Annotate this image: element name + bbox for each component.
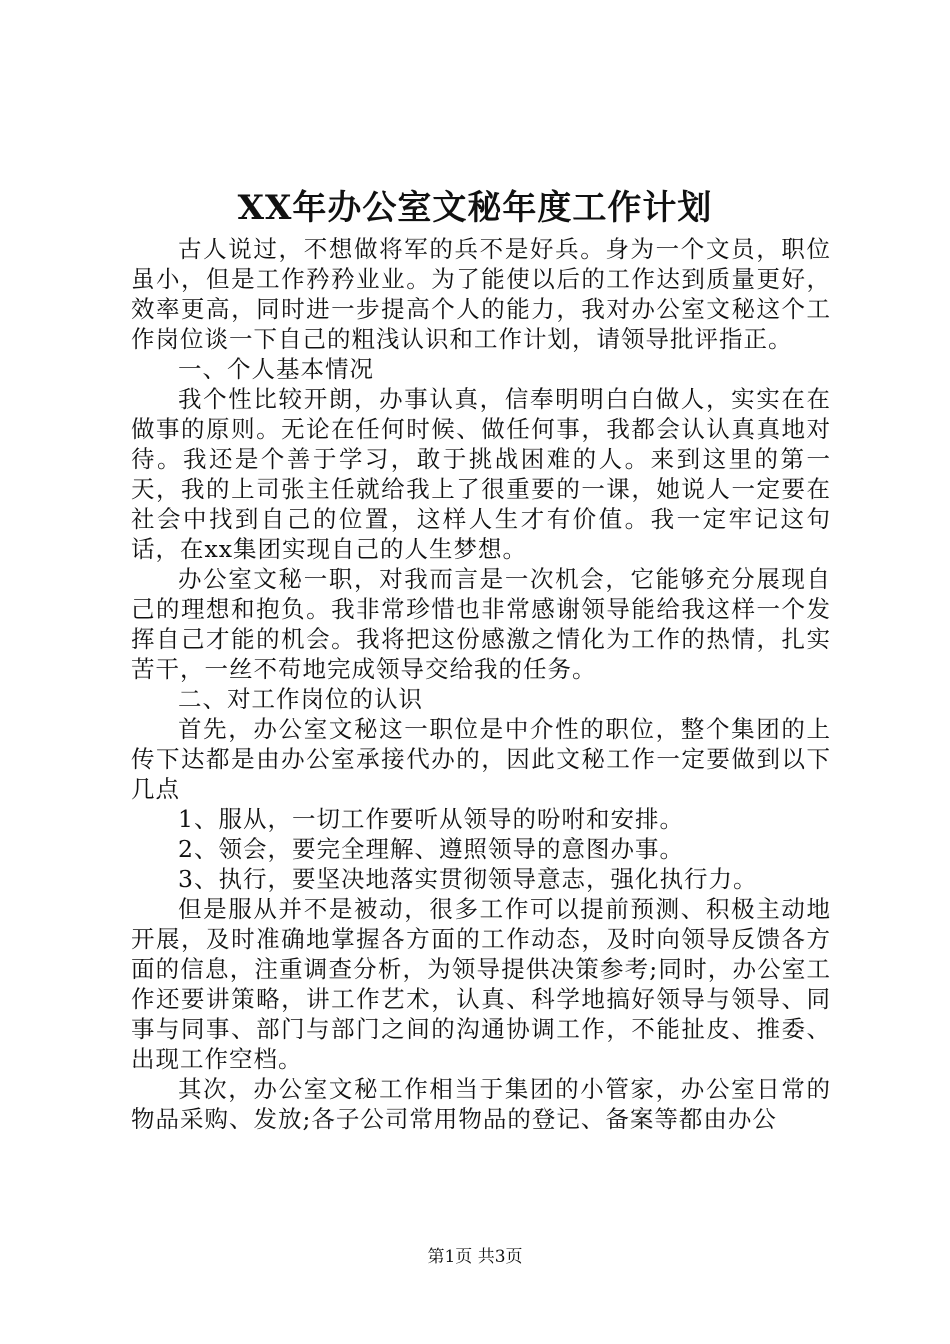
- paragraph-proactive: 但是服从并不是被动，很多工作可以提前预测、积极主动地开展，及时准确地掌握各方面的工作动态，及时向领导反馈各方面的信息，注重调查分析，为领导提供决策参考;同时，办公室工作还要讲策略，讲工作艺术，认真、科学地搞好领导与领导、同事与同事、部门与部门之间的沟通协调工作，不能扯皮、推委、出现工作空档。: [131, 895, 831, 1073]
- document-title: XX年办公室文秘年度工作计划: [237, 188, 713, 228]
- list-item-understand: 2、领会，要完全理解、遵照领导的意图办事。: [178, 835, 684, 863]
- paragraph-opportunity: 办公室文秘一职，对我而言是一次机会，它能够充分展现自己的理想和抱负。我非常珍惜也非常感谢领导能给我这样一个发挥自己才能的机会。我将把这份感激之情化为工作的热情，扎实苦干，一丝不苟地完成领导交给我的任务。: [131, 565, 831, 683]
- page-footer: 第1页 共3页: [427, 1247, 523, 1267]
- document-body: [131, 234, 831, 1134]
- paragraph-intro: 古人说过，不想做将军的兵不是好兵。身为一个文员，职位虽小，但是工作矜矜业业。为了能使以后的工作达到质量更好，效率更高，同时进一步提高个人的能力，我对办公室文秘这个工作岗位谈一下自己的粗浅认识和工作计划，请领导批评指正。: [131, 235, 831, 353]
- section-heading-1: 一、个人基本情况: [178, 355, 374, 383]
- paragraph-personality: 我个性比较开朗，办事认真，信奉明明白白做人，实实在在做事的原则。无论在任何时候、做任何事，我都会认认真真地对待。我还是个善于学习，敢于挑战困难的人。来到这里的第一天，我的上司张主任就给我上了很重要的一课，她说人一定要在社会中找到自己的位置，这样人生才有价值。我一定牢记这句话，在xx集团实现自己的人生梦想。: [131, 385, 831, 563]
- list-item-obey: 1、服从，一切工作要听从领导的吩咐和安排。: [178, 805, 684, 833]
- section-heading-2: 二、对工作岗位的认识: [178, 685, 423, 713]
- paragraph-role: 首先，办公室文秘这一职位是中介性的职位，整个集团的上传下达都是由办公室承接代办的，因此文秘工作一定要做到以下几点: [131, 715, 831, 803]
- paragraph-housekeeper: 其次，办公室文秘工作相当于集团的小管家，办公室日常的物品采购、发放;各子公司常用物品的登记、备案等都由办公: [131, 1075, 831, 1133]
- list-item-execute: 3、执行，要坚决地落实贯彻领导意志，强化执行力。: [178, 865, 758, 893]
